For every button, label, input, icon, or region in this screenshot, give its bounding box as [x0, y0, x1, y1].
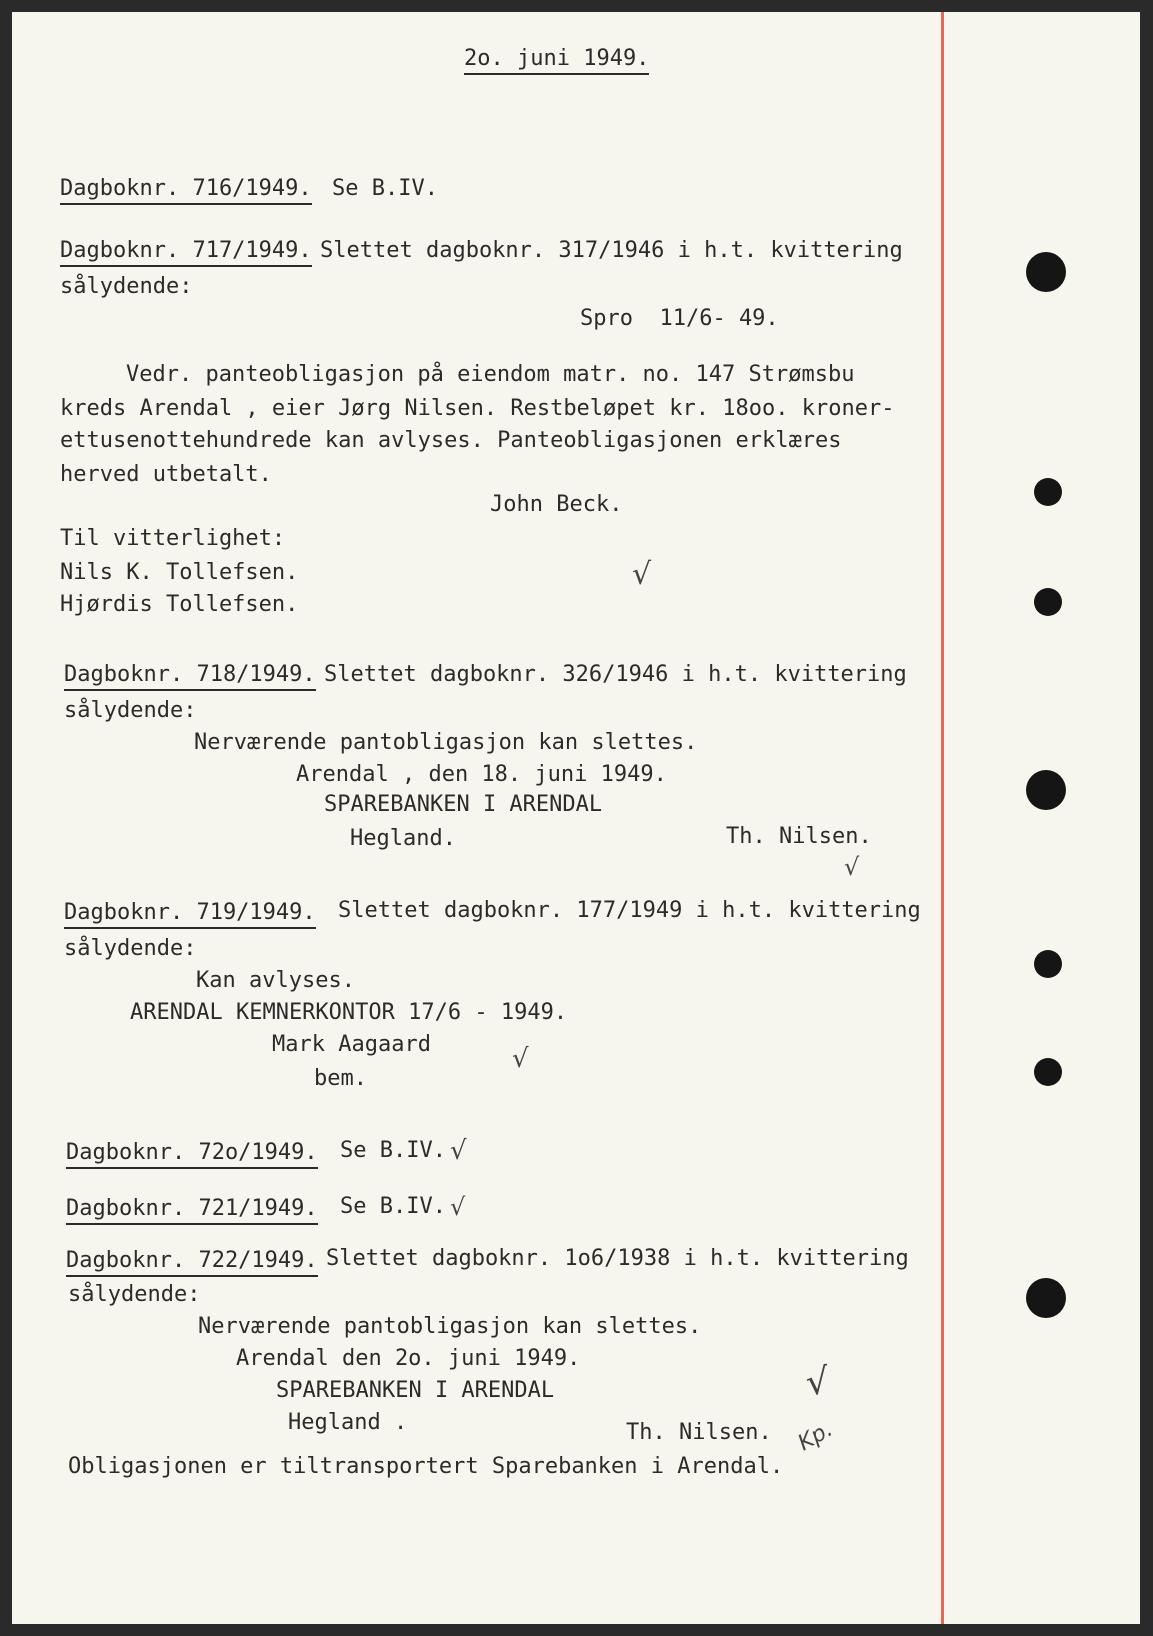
- entry-719-line: bem.: [314, 1066, 367, 1091]
- entry-717-line: sålydende:: [60, 274, 193, 299]
- entry-719-line: ARENDAL KEMNERKONTOR 17/6 - 1949.: [130, 1000, 568, 1025]
- check-mark: √: [844, 853, 860, 881]
- entry-722-line: Nerværende pantobligasjon kan slettes.: [198, 1314, 702, 1339]
- binder-hole: [1034, 1058, 1062, 1086]
- entry-718-line: Arendal , den 18. juni 1949.: [296, 762, 667, 787]
- entry-717-line: Nils K. Tollefsen.: [60, 560, 299, 585]
- entry-717-ref: Dagboknr. 717/1949.: [60, 238, 312, 267]
- entry-718-line: Hegland.: [350, 826, 456, 851]
- handwritten-initials: Kp.: [793, 1416, 838, 1457]
- entry-722-ref: Dagboknr. 722/1949.: [66, 1248, 318, 1277]
- entry-718-ref: Dagboknr. 718/1949.: [64, 662, 316, 691]
- entry-719-line: Kan avlyses.: [196, 968, 355, 993]
- entry-722-line: Arendal den 2o. juni 1949.: [236, 1346, 581, 1371]
- check-mark: √: [512, 1044, 529, 1074]
- binder-hole: [1034, 588, 1062, 616]
- entry-717-line: Til vitterlighet:: [60, 526, 286, 551]
- margin-rule: [941, 12, 944, 1624]
- entry-720-text: Se B.IV.: [340, 1138, 446, 1163]
- entry-722-text: Slettet dagboknr. 1o6/1938 i h.t. kvittering: [326, 1246, 909, 1271]
- entry-718-line: Nerværende pantobligasjon kan slettes.: [194, 730, 698, 755]
- entry-719-text: Slettet dagboknr. 177/1949 i h.t. kvittering: [338, 898, 921, 923]
- entry-717-line: Vedr. panteobligasjon på eiendom matr. no. 147 Strømsbu: [126, 362, 855, 387]
- entry-716-text: Se B.IV.: [332, 176, 438, 201]
- entry-722-line: sålydende:: [68, 1282, 201, 1307]
- entry-717-line: kreds Arendal , eier Jørg Nilsen. Restbeløpet kr. 18oo. kroner-: [60, 396, 895, 421]
- check-mark: √: [450, 1136, 467, 1166]
- entry-716-ref: Dagboknr. 716/1949.: [60, 176, 312, 205]
- entry-718-line: Th. Nilsen.: [726, 824, 872, 849]
- entry-717-line: John Beck.: [490, 492, 623, 517]
- entry-722-line: SPAREBANKEN I ARENDAL: [276, 1378, 555, 1403]
- check-mark: √: [632, 557, 652, 592]
- entry-717-line: ettusenottehundrede kan avlyses. Panteobligasjonen erklæres: [60, 428, 842, 453]
- entry-722-line: Obligasjonen er tiltransportert Sparebanken i Arendal.: [68, 1454, 784, 1479]
- binder-hole: [1034, 478, 1062, 506]
- entry-717-line: Spro 11/6- 49.: [580, 306, 779, 331]
- entry-718-line: sålydende:: [64, 698, 197, 723]
- entry-719-ref: Dagboknr. 719/1949.: [64, 900, 316, 929]
- entry-722-line: Hegland .: [288, 1410, 408, 1435]
- check-mark: √: [450, 1193, 466, 1221]
- page-date: 2o. juni 1949.: [464, 46, 649, 75]
- entry-719-line: Mark Aagaard: [272, 1032, 431, 1057]
- entry-720-ref: Dagboknr. 72o/1949.: [66, 1140, 318, 1169]
- entry-718-text: Slettet dagboknr. 326/1946 i h.t. kvittering: [324, 662, 907, 687]
- entry-721-text: Se B.IV.: [340, 1194, 446, 1219]
- binder-hole: [1026, 252, 1066, 292]
- entry-722-line: Th. Nilsen.: [626, 1420, 772, 1445]
- document-page: [12, 12, 1140, 1624]
- entry-718-line: SPAREBANKEN I ARENDAL: [324, 792, 603, 817]
- entry-721-ref: Dagboknr. 721/1949.: [66, 1196, 318, 1225]
- entry-717-line: Hjørdis Tollefsen.: [60, 592, 299, 617]
- binder-hole: [1026, 1278, 1066, 1318]
- binder-hole: [1034, 950, 1062, 978]
- entry-717-line: herved utbetalt.: [60, 462, 272, 487]
- binder-hole: [1026, 770, 1066, 810]
- entry-717-text: Slettet dagboknr. 317/1946 i h.t. kvittering: [320, 238, 903, 263]
- entry-719-line: sålydende:: [64, 936, 197, 961]
- check-mark: √: [803, 1360, 831, 1405]
